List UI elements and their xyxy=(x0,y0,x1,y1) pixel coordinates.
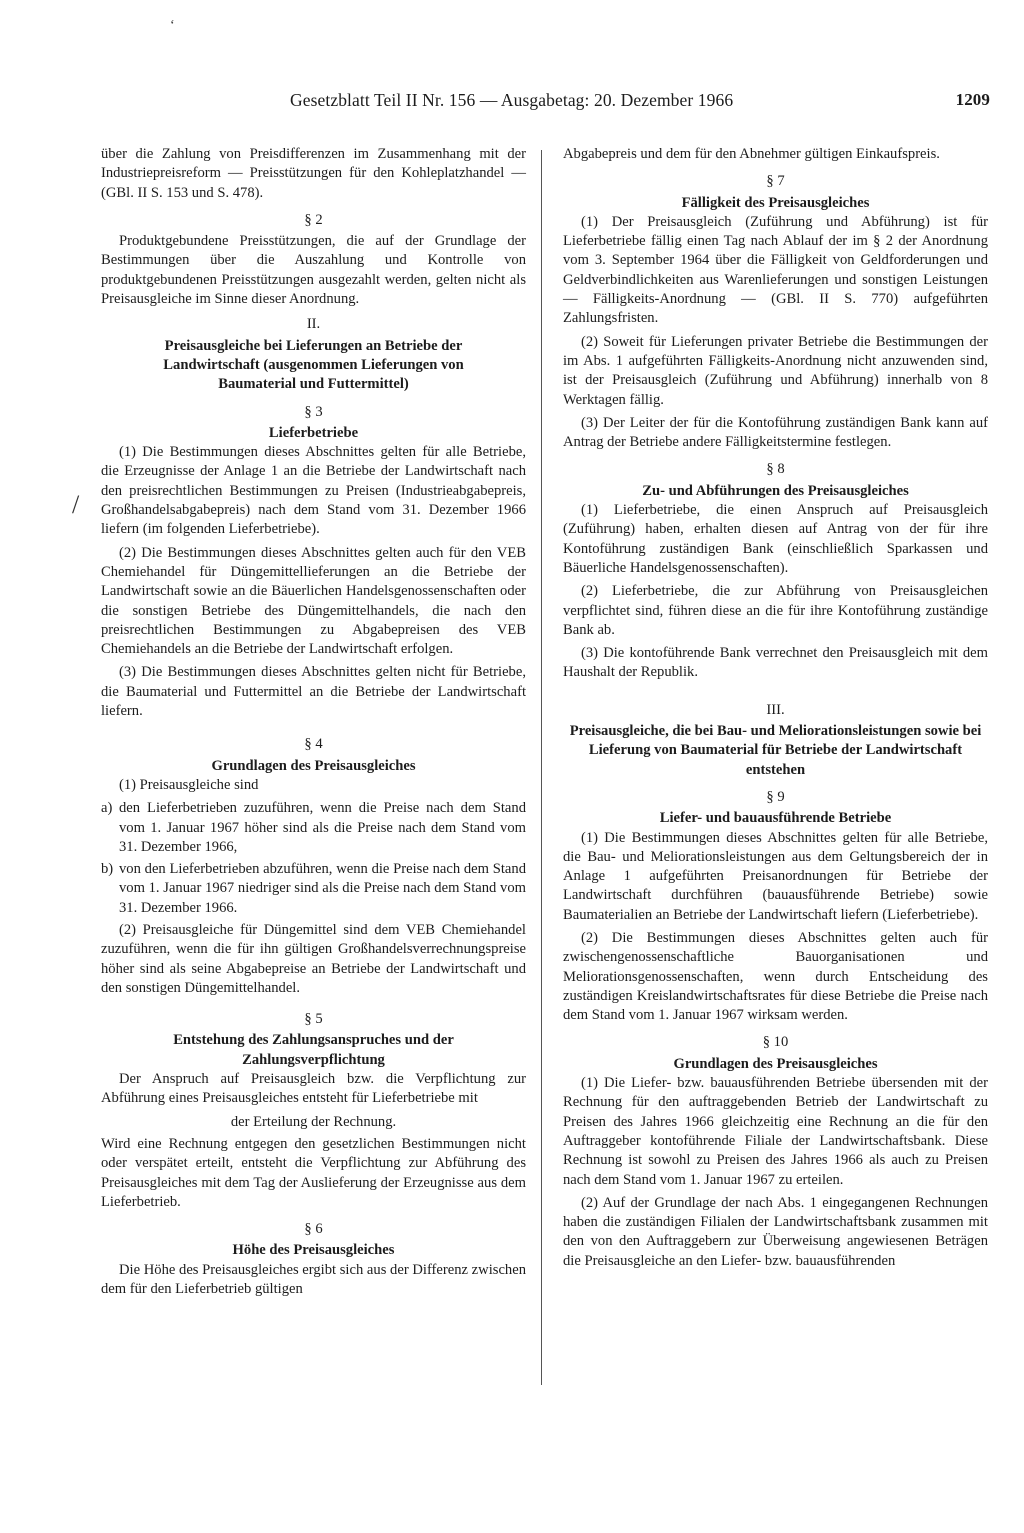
page-header xyxy=(290,90,990,116)
list-item-text: den Lieferbetrieben zuzuführen, wenn die Preise nach dem Stand vom 1. Januar 1967 höher sind als die Preise nach dem Stand vom 31. Dezember 1966, xyxy=(119,800,526,855)
list-item-text: von den Lieferbetrieben abzuführen, wenn die Preise nach dem Stand vom 1. Januar 1967 niedriger sind als die Preise nach dem Stand vom 31. Dezember 1966. xyxy=(119,861,526,916)
paragraph: (2) Die Bestimmungen dieses Abschnittes gelten auch für den VEB Chemiehandel für Düngemittellieferungen an die Betriebe der Landwirtschaft sowie an die Bäuerlichen Handelsgenossenschaften oder die sonstigen Betriebe des Düngemittelhandels, die nach den preisrechtlichen Bestimmungen zu Abgabepreisen des VEB Chemiehandels an die Betriebe der Landwirtschaft erfolgen. xyxy=(101,544,526,658)
paragraph: (2) Lieferbetriebe, die zur Abführung von Preisausgleichen verpflichtet sind, führen diese an die für ihre Kontoführung zuständige Bank ab. xyxy=(563,583,988,638)
section-number: § 7 xyxy=(766,173,785,190)
paragraph: Produktgebundene Preisstützungen, die auf der Grundlage der Bestimmungen über die Auszahlung und Kontrolle von produktgebundenen Preisstützungen ausgezahlt werden, gelten nicht als Preisausgleiche im Sinne dieser Anordnung. xyxy=(101,233,526,308)
section-number: § 5 xyxy=(304,1011,323,1028)
paragraph: (2) Preisausgleiche für Düngemittel sind dem VEB Chemiehandel zuzuführen, wenn die für ihn gültigen Großhandelsverrechnungspreise höher sind als seine Abgabepreise an Betriebe der Landwirtschaft und den sonstigen Düngemittelhandel. xyxy=(101,921,526,996)
section-heading: Lieferbetriebe xyxy=(268,424,359,441)
paragraph: (3) Die Bestimmungen dieses Abschnittes gelten nicht für Betriebe, die Baumaterial und Futtermittel an die Betriebe der Landwirtschaft liefern. xyxy=(101,664,526,720)
section-number: § 3 xyxy=(304,403,323,420)
list-item xyxy=(101,799,526,857)
margin-slash-mark: / xyxy=(72,490,80,519)
paragraph: (2) Auf der Grundlage der nach Abs. 1 eingegangenen Rechnungen haben die zuständigen Filialen der Landwirtschaftsbank zusammen mit den von den Auftraggebern zur Überweisung angewiesenen Beträgen die Preisausgleiche an den Liefer- bzw. bauausführenden xyxy=(563,1194,988,1269)
section-number: § 9 xyxy=(766,788,785,805)
paragraph: Wird eine Rechnung entgegen den gesetzlichen Bestimmungen nicht oder verspätet erteilt, entsteht die Verpflichtung zur Abführung des Preisausgleiches mit dem Tag der Auslieferung der Erzeugnisse aus dem Lieferbetrieb. xyxy=(101,1135,526,1210)
section-number: § 10 xyxy=(762,1034,789,1051)
header-title: Gesetzblatt Teil II Nr. 156 — Ausgabetag: 20. Dezember 1966 xyxy=(290,90,734,110)
paragraph: (1) Die Bestimmungen dieses Abschnittes gelten für alle Betriebe, die Bau- und Meliorationsleistungen aus dem Geltungsbereich der in Anlage 1 aufgeführten Preisanordnungen für Betriebe der Landwirtschaft durchführen (bauausführende Betriebe) sowie Baumaterialien an Betriebe der Landwirtschaft liefern (Lieferbetriebe). xyxy=(563,829,988,923)
section-number: § 8 xyxy=(766,461,785,478)
scan-mark: ʻ xyxy=(170,18,175,33)
section-heading: Liefer- und bauausführende Betriebe xyxy=(659,810,892,827)
section-number: § 6 xyxy=(304,1221,323,1238)
part-heading: Preisausgleiche bei Lieferungen an Betriebe der Landwirtschaft (ausgenommen Lieferungen von Baumaterial und Futtermittel) xyxy=(163,337,464,393)
paragraph-continuation: der Erteilung der Rechnung. xyxy=(230,1113,397,1130)
section-heading: Grundlagen des Preisausgleiches xyxy=(673,1055,878,1072)
section-heading: Fälligkeit des Preisausgleiches xyxy=(681,194,870,211)
paragraph: (1) Preisausgleiche sind xyxy=(119,776,259,793)
section-number: § 4 xyxy=(304,736,323,753)
column-divider xyxy=(541,150,542,1385)
paragraph: (1) Die Liefer- bzw. bauausführenden Betriebe übersenden mit der Rechnung für den auftraggebenden Betrieb der Landwirtschaft zu Preisen des Jahres 1966 gleichzeitig eine Rechnung an die für den Auftraggeber kontoführende Filiale der Landwirtschaftsbank. Diese Rechnung ist sowohl zu Preisen des Jahres 1966 als auch zu Preisen nach dem Stand vom 1. Januar 1967 zu erteilen. xyxy=(563,1075,988,1188)
section-heading: Zu- und Abführungen des Preisausgleiches xyxy=(642,482,909,499)
part-number: II. xyxy=(306,316,321,333)
section-number: § 2 xyxy=(304,211,323,228)
section-heading: Entstehung des Zahlungsanspruches und der Zahlungsverpflichtung xyxy=(173,1032,454,1068)
page-number: 1209 xyxy=(955,90,990,109)
paragraph: (1) Der Preisausgleich (Zuführung und Abführung) ist für Lieferbetriebe fällig einen Tag nach Ablauf der im § 2 der Anordnung vom 3. September 1964 über die Fälligkeit von Geldforderungen und Geldverbindlichkeiten aus Warenlieferungen und sonstigen Leistungen — Fälligkeits-Anordnung — (GBl. II S. 770) aufgeführten Zahlungsfristen. xyxy=(563,213,988,327)
list-item xyxy=(101,860,526,918)
list-item-label: a) xyxy=(101,800,113,817)
paragraph: Abgabepreis und dem für den Abnehmer gültigen Einkaufspreis. xyxy=(563,146,940,162)
paragraph: (2) Die Bestimmungen dieses Abschnittes gelten auch für zwischengenossenschaftliche Bauorganisationen und Meliorationsgenossenschaften, wenn durch Entscheidung des zuständigen Kreislandwirtschaftsrates für diese Betriebe die Preise nach dem Stand vom 1. Januar 1967 wirksam werden. xyxy=(563,929,988,1024)
paragraph: (1) Die Bestimmungen dieses Abschnittes gelten für alle Betriebe, die Erzeugnisse der Anlage 1 an die Betriebe der Landwirtschaft nach den preisrechtlichen Bestimmungen zu Preisen (Industrieabgabepreis, Großhandelsabgabepreis) nach dem Stand vom 31. Dezember 1966 liefern (im folgenden Lieferbetriebe). xyxy=(101,444,526,538)
paragraph: Der Anspruch auf Preisausgleich bzw. die Verpflichtung zur Abführung eines Preisausgleiches entsteht für Lieferbetriebe mit xyxy=(101,1071,526,1107)
section-heading: Grundlagen des Preisausgleiches xyxy=(211,757,416,774)
right-column xyxy=(563,145,988,1275)
left-column xyxy=(101,145,526,1303)
paragraph: (3) Die kontoführende Bank verrechnet den Preisausgleich mit dem Haushalt der Republik. xyxy=(563,645,988,681)
paragraph: (2) Soweit für Lieferungen privater Betriebe die Bestimmungen der im Abs. 1 aufgeführten Fälligkeits-Anordnung nicht anzuwenden sind, ist der Preisausgleich (Zuführung und Abführung) innerhalb von 8 Werktagen fällig. xyxy=(563,333,988,408)
paragraph: (1) Lieferbetriebe, die einen Anspruch auf Preisausgleich (Zuführung) haben, erhalten diesen auf Antrag von der für ihre Kontoführung zuständigen Bank (einschließlich Sparkassen und Bäuerliche Handelsgenossenschaften). xyxy=(563,502,988,576)
section-heading: Höhe des Preisausgleiches xyxy=(232,1242,395,1259)
part-number: III. xyxy=(766,701,785,718)
paragraph: (3) Der Leiter der für die Kontoführung zuständigen Bank kann auf Antrag der Betriebe andere Fälligkeitstermine festlegen. xyxy=(563,414,988,451)
list-item-label: b) xyxy=(101,861,114,878)
paragraph: über die Zahlung von Preisdifferenzen im Zusammenhang mit der Industriepreisreform — Preisstützungen für den Kohleplatzhandel — (GBl. II S. 153 und S. 478). xyxy=(101,146,526,201)
paragraph: Die Höhe des Preisausgleiches ergibt sich aus der Differenz zwischen dem für den Lieferbetrieb gültigen xyxy=(101,1261,526,1298)
part-heading: Preisausgleiche, die bei Bau- und Meliorationsleistungen sowie bei Lieferung von Baumaterial für Betriebe der Landwirtschaft entstehen xyxy=(569,723,982,778)
